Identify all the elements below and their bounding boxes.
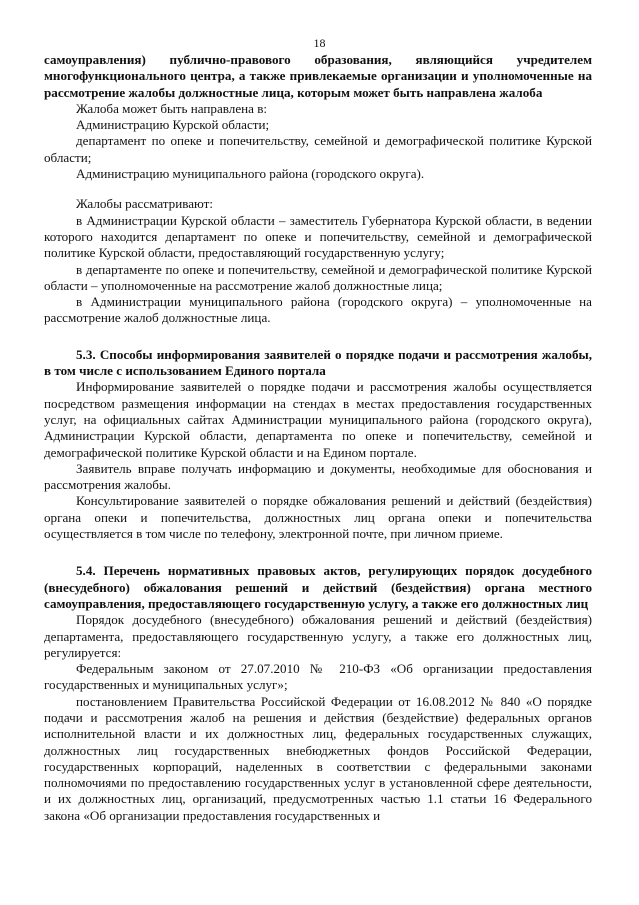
complaint-reviewed-item: в Администрации муниципального района (городского округа) – уполномоченные на рассмотрение жалоб должностные лица. [44,294,592,326]
complaint-sent-item: Администрацию Курской области; [76,117,270,133]
section-heading-continuation: самоуправления) публично-правового образования, являющийся учредителем многофункционального центра, а также привлекаемые организации и уполномоченные на рассмотрение жалобы должностные лица, которым может быть направлена жалоба [44,52,592,100]
section-5-4-paragraph: постановлением Правительства Российской Федерации от 16.08.2012 № 840 «О порядке подачи и рассмотрения жалоб на решения и действия (бездействие) федеральных органов исполнительной власти и их должностных лиц, федеральных государственных служащих, должностных лиц государственных внебюджетных фондов Российской Федерации, государственных корпораций, наделенных в соответствии с федеральными законами полномочиями по предоставлению государственных услуг в установленной сфере деятельности, и их должностных лиц, организаций, предусмотренных частью 1.1 статьи 16 Федерального закона «Об организации предоставления государственных и [44,693,592,823]
section-5-3-paragraph: Информирование заявителей о порядке подачи и рассмотрения жалобы осуществляется посредством размещения информации на стендах в местах предоставления государственных услуг, на официальных сайтах Администрации муниципального района (городского округа), Администрации Курской области, департамента по опеке и попечительству, семейной и демографической политике Курской области и на Едином портале. [44,379,592,460]
page-body [44,52,592,824]
complaint-reviewed-item: в Администрации Курской области – заместитель Губернатора Курской области, в ведении которого находится департамент по опеке и попечительству, семейной и демографической политике Курской области, предоставляющий государственную услугу; [44,212,592,261]
complaint-reviewed-item: в департаменте по опеке и попечительству, семейной и демографической политике Курской области – уполномоченные на рассмотрение жалоб должностные лица; [44,261,592,293]
complaint-reviewed-intro: Жалобы рассматривают: [76,196,214,212]
complaint-sent-item: Администрацию муниципального района (городского округа). [76,166,425,182]
section-5-3-paragraph: Консультирование заявителей о порядке обжалования решений и действий (бездействия) органа опеки и попечительства, должностных лиц органа опеки и попечительства осуществляется в том числе по телефону, электронной почте, при личном приеме. [44,493,592,542]
page-number: 18 [313,36,326,50]
complaint-sent-intro: Жалоба может быть направлена в: [76,100,268,116]
section-5-3-heading: 5.3. Способы информирования заявителей о порядке подачи и рассмотрения жалобы, в том числе с использованием Единого портала [44,346,592,379]
section-5-4-paragraph: Порядок досудебного (внесудебного) обжалования решений и действий (бездействия) департамента, предоставляющего государственную услугу, а также его должностных лиц, регулируется: [44,612,592,660]
complaint-sent-item: департамент по опеке и попечительству, семейной и демографической политике Курской области; [44,133,592,165]
section-5-4-paragraph: Федеральным законом от 27.07.2010 № 210-ФЗ «Об организации предоставления государственных и муниципальных услуг»; [44,661,592,693]
section-5-3-paragraph: Заявитель вправе получать информацию и документы, необходимые для обоснования и рассмотрения жалобы. [44,460,592,493]
section-5-4-heading: 5.4. Перечень нормативных правовых актов, регулирующих порядок досудебного (внесудебного) обжалования решений и действий (бездействия) органа местного самоуправления, предоставляющего государственную услугу, а также его должностных лиц [44,563,592,611]
